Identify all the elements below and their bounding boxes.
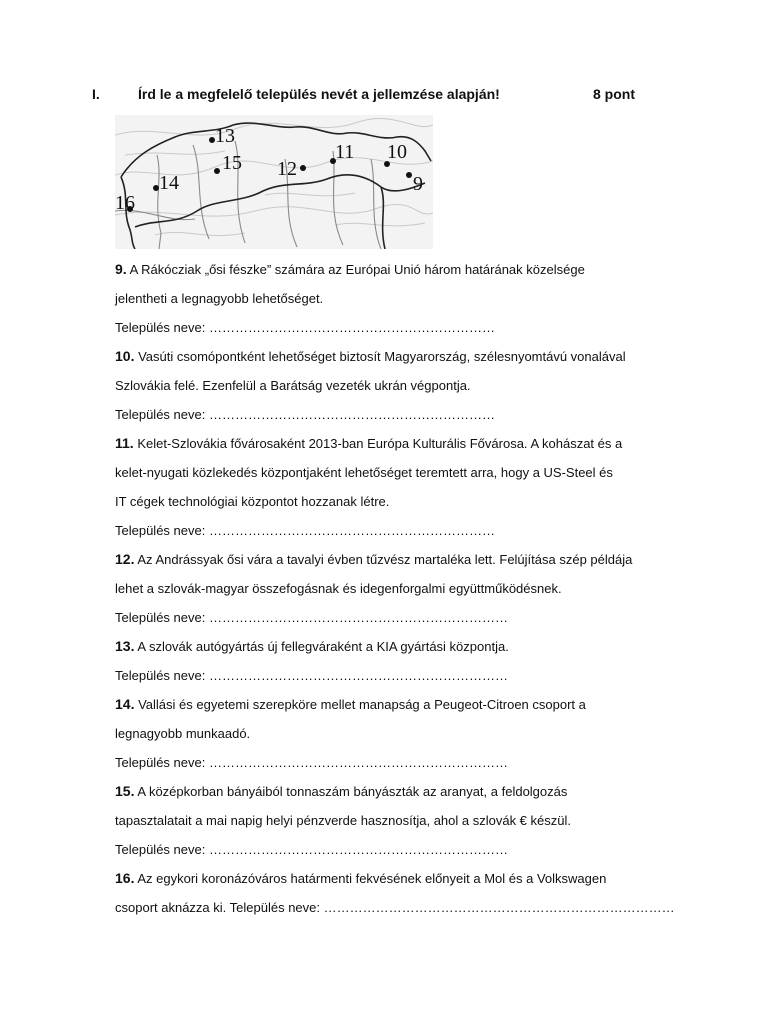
question-text: IT cégek technológiai központot hozzanak létre.	[115, 494, 390, 509]
task-title: Írd le a megfelelő település nevét a jellemzése alapján!	[138, 86, 500, 102]
answer-line[interactable]: Település neve: ……………………………………………………………	[115, 668, 508, 683]
question-text: legnagyobb munkaadó.	[115, 726, 251, 741]
answer-line[interactable]: Település neve: …………………………………………………………	[115, 407, 495, 422]
question-text: Vasúti csomópontként lehetőséget biztosít Magyarország, szélesnyomtávú vonalával	[138, 349, 626, 364]
task-number: I.	[92, 86, 100, 102]
question-11	[115, 429, 675, 545]
marker-label-9: 9	[413, 173, 423, 195]
marker-label-13: 13	[215, 125, 235, 147]
question-text: Az Andrássyak ősi vára a tavalyi évben tűzvész martaléka lett. Felújítása szép példája	[137, 552, 633, 567]
question-12	[115, 545, 675, 632]
question-number: 9.	[115, 261, 127, 277]
marker-label-16: 16	[115, 192, 135, 214]
question-text: A szlovák autógyártás új fellegváraként a KIA gyártási központja.	[137, 639, 509, 654]
marker-label-12: 12	[277, 158, 297, 180]
question-16	[115, 864, 675, 922]
question-text: Az egykori koronázóváros határmenti fekvésének előnyeit a Mol és a Volkswagen	[137, 871, 607, 886]
question-text: tapasztalatait a mai napig helyi pénzverde hasznosítja, ahol a szlovák € készül.	[115, 813, 571, 828]
marker-label-10: 10	[387, 141, 407, 163]
task-heading	[92, 86, 652, 106]
question-number: 16.	[115, 870, 135, 886]
marker-label-11: 11	[335, 141, 355, 163]
question-number: 14.	[115, 696, 135, 712]
question-text: Szlovákia felé. Ezenfelül a Barátság vezeték ukrán végpontja.	[115, 378, 471, 393]
question-number: 10.	[115, 348, 135, 364]
answer-line[interactable]: Település neve: ……………………………………………………………	[115, 755, 508, 770]
question-13	[115, 632, 675, 690]
question-text-with-answer[interactable]: csoport aknázza ki. Település neve: ………………………………………………………………………	[115, 900, 675, 915]
marker-label-14: 14	[159, 172, 179, 194]
question-text: kelet-nyugati közlekedés központjaként lehetőséget teremtett arra, hogy a US-Steel és	[115, 465, 613, 480]
question-text: A középkorban bányáiból tonnaszám bányászták az aranyat, a feldolgozás	[137, 784, 568, 799]
answer-line[interactable]: Település neve: …………………………………………………………	[115, 320, 495, 335]
question-number: 12.	[115, 551, 135, 567]
question-number: 13.	[115, 638, 135, 654]
question-10	[115, 342, 675, 429]
marker-label-15: 15	[222, 152, 242, 174]
question-text: Kelet-Szlovákia fővárosaként 2013-ban Európa Kulturális Fővárosa. A kohászat és a	[137, 436, 623, 451]
question-text: jelentheti a legnagyobb lehetőséget.	[115, 291, 324, 306]
question-text: Vallási és egyetemi szerepköre mellet manapság a Peugeot-Citroen csoport a	[138, 697, 586, 712]
answer-line[interactable]: Település neve: ……………………………………………………………	[115, 842, 508, 857]
map-drawing	[115, 115, 433, 249]
question-number: 11.	[115, 435, 134, 451]
answer-line[interactable]: Település neve: ……………………………………………………………	[115, 610, 508, 625]
question-14	[115, 690, 675, 777]
question-list	[115, 255, 675, 922]
question-text: lehet a szlovák-magyar összefogásnak és idegenforgalmi együttműködésnek.	[115, 581, 562, 596]
task-points: 8 pont	[593, 86, 635, 102]
question-15	[115, 777, 675, 864]
slovakia-map	[115, 115, 433, 249]
question-9	[115, 255, 675, 342]
question-text: A Rákócziak „ősi fészke” számára az Európai Unió három határának közelsége	[129, 262, 585, 277]
question-number: 15.	[115, 783, 135, 799]
answer-line[interactable]: Település neve: …………………………………………………………	[115, 523, 495, 538]
